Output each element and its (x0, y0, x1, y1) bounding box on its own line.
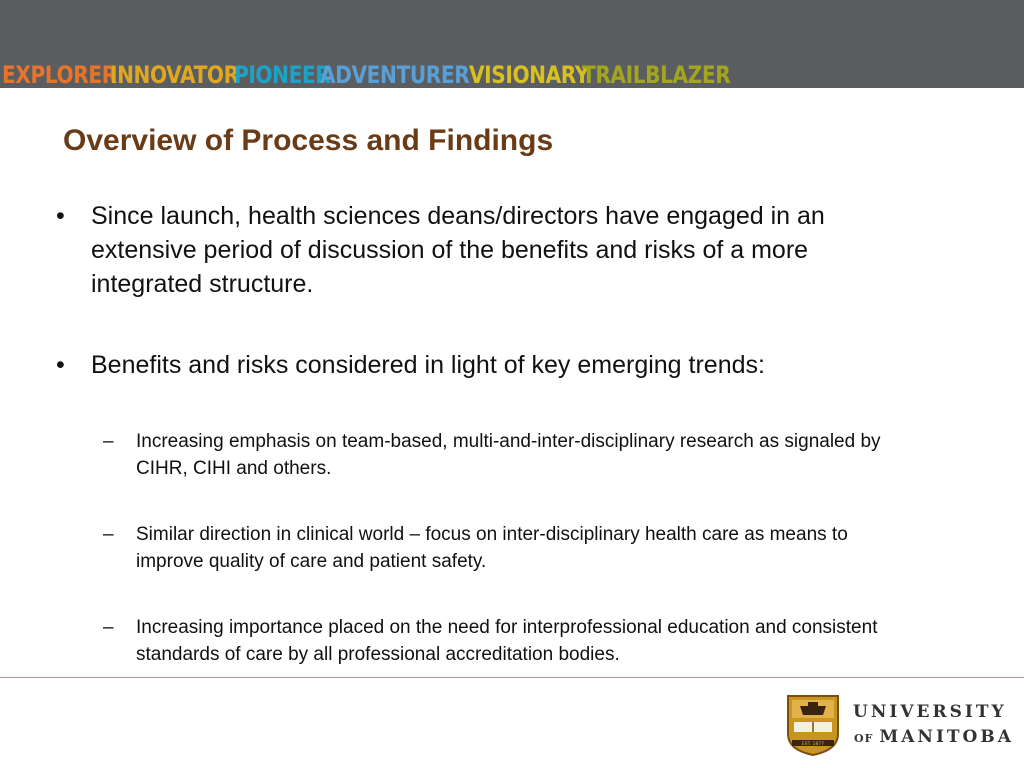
tagline-visionary: VISIONARY (468, 61, 589, 89)
sub-bullet-mark: – (103, 431, 114, 452)
university-name-line1: UNIVERSITY (853, 702, 1007, 722)
university-name-of: OF (854, 732, 874, 745)
sub-bullet-item (103, 521, 903, 575)
bullet-mark: • (56, 351, 65, 379)
sub-bullet-mark: – (103, 524, 114, 545)
svg-text:EST. 1877: EST. 1877 (801, 742, 825, 747)
bullet-item (56, 199, 916, 301)
sub-bullet-item (103, 428, 903, 482)
sub-bullet-text: Similar direction in clinical world – focus on inter-disciplinary health care as means to improve quality of care and patient safety. (136, 524, 848, 572)
university-crest-icon (786, 694, 840, 756)
bullet-text: Since launch, health sciences deans/directors have engaged in an extensive period of discussion of the benefits and risks of a more integrated structure. (91, 202, 825, 298)
bullet-item (56, 348, 916, 382)
university-logo (786, 694, 1014, 756)
bullet-text: Benefits and risks considered in light of key emerging trends: (91, 351, 765, 379)
tagline-pioneer: PIONEER (233, 61, 331, 89)
tagline-innovator: INNOVATOR (109, 61, 239, 89)
tagline-adventurer: ADVENTURER (319, 61, 470, 89)
sub-bullet-text: Increasing importance placed on the need for interprofessional education and consistent standards of care by all professional accreditation bodies. (136, 617, 878, 665)
tagline-trailblazer: TRAILBLAZER (582, 61, 731, 89)
sub-bullet-item (103, 614, 903, 668)
university-name-manitoba: MANITOBA (879, 727, 1014, 747)
tagline-strip (2, 56, 730, 90)
sub-bullet-mark: – (103, 617, 114, 638)
tagline-explorer: EXPLORER (2, 61, 117, 89)
footer-divider (0, 677, 1024, 678)
header-banner (0, 0, 1024, 88)
slide-title: Overview of Process and Findings (63, 124, 554, 157)
bullet-mark: • (56, 202, 65, 230)
university-name-line2 (854, 727, 1014, 747)
sub-bullet-text: Increasing emphasis on team-based, multi-and-inter-disciplinary research as signaled by CIHR, CIHI and others. (136, 431, 881, 479)
